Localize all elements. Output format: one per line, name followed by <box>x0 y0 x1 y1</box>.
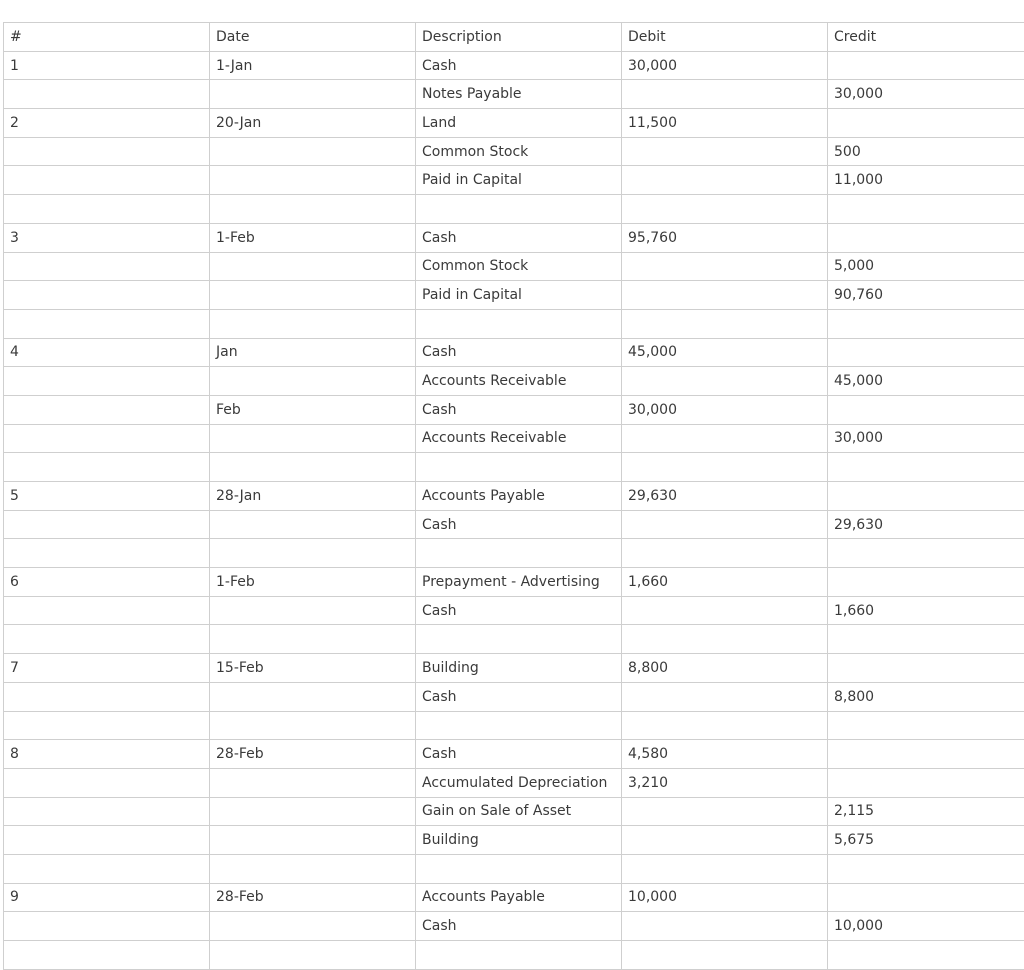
cell-debit[interactable] <box>622 797 828 826</box>
cell-date[interactable] <box>210 281 416 310</box>
cell-number[interactable]: 1 <box>4 51 210 80</box>
cell-credit[interactable]: 90,760 <box>828 281 1024 310</box>
cell-description[interactable]: Prepayment - Advertising <box>416 568 622 597</box>
journal-table <box>3 22 1024 970</box>
cell-date[interactable]: 20-Jan <box>210 109 416 138</box>
cell-credit[interactable]: 8,800 <box>828 682 1024 711</box>
cell-date[interactable] <box>210 539 416 568</box>
table-row <box>4 740 1024 769</box>
cell-debit[interactable] <box>622 281 828 310</box>
cell-description[interactable] <box>416 854 622 883</box>
cell-date[interactable]: 1-Jan <box>210 51 416 80</box>
cell-description[interactable]: Cash <box>416 223 622 252</box>
cell-description[interactable]: Cash <box>416 682 622 711</box>
cell-number[interactable] <box>4 424 210 453</box>
cell-debit[interactable] <box>622 80 828 109</box>
cell-description[interactable]: Building <box>416 654 622 683</box>
cell-credit[interactable]: 30,000 <box>828 424 1024 453</box>
cell-credit[interactable]: 2,115 <box>828 797 1024 826</box>
cell-date[interactable]: 28-Feb <box>210 883 416 912</box>
table-row <box>4 625 1024 654</box>
cell-date[interactable] <box>210 195 416 224</box>
cell-debit[interactable] <box>622 596 828 625</box>
cell-date[interactable]: 1-Feb <box>210 223 416 252</box>
cell-debit[interactable]: 10,000 <box>622 883 828 912</box>
table-row <box>4 912 1024 941</box>
cell-number[interactable]: 9 <box>4 883 210 912</box>
cell-number[interactable] <box>4 711 210 740</box>
cell-number[interactable] <box>4 826 210 855</box>
cell-debit[interactable] <box>622 625 828 654</box>
header-cell-description[interactable]: Description <box>416 23 622 52</box>
cell-date[interactable] <box>210 367 416 396</box>
cell-description[interactable]: Land <box>416 109 622 138</box>
cell-credit[interactable] <box>828 223 1024 252</box>
journal-table-body <box>4 23 1024 970</box>
cell-debit[interactable] <box>622 941 828 970</box>
cell-number[interactable] <box>4 80 210 109</box>
cell-credit[interactable] <box>828 768 1024 797</box>
cell-credit[interactable] <box>828 395 1024 424</box>
cell-credit[interactable] <box>828 338 1024 367</box>
table-row <box>4 711 1024 740</box>
table-row <box>4 768 1024 797</box>
table-row <box>4 883 1024 912</box>
table-row <box>4 654 1024 683</box>
cell-credit[interactable]: 29,630 <box>828 510 1024 539</box>
cell-debit[interactable] <box>622 711 828 740</box>
cell-date[interactable]: 1-Feb <box>210 568 416 597</box>
cell-credit[interactable]: 10,000 <box>828 912 1024 941</box>
cell-credit[interactable]: 5,675 <box>828 826 1024 855</box>
cell-credit[interactable]: 11,000 <box>828 166 1024 195</box>
cell-credit[interactable]: 5,000 <box>828 252 1024 281</box>
cell-description[interactable]: Gain on Sale of Asset <box>416 797 622 826</box>
cell-description[interactable]: Cash <box>416 912 622 941</box>
table-row <box>4 109 1024 138</box>
cell-description[interactable]: Building <box>416 826 622 855</box>
cell-number[interactable] <box>4 395 210 424</box>
cell-debit[interactable]: 11,500 <box>622 109 828 138</box>
cell-number[interactable] <box>4 309 210 338</box>
table-row <box>4 166 1024 195</box>
cell-description[interactable]: Accounts Payable <box>416 482 622 511</box>
cell-description[interactable]: Cash <box>416 510 622 539</box>
cell-debit[interactable] <box>622 367 828 396</box>
cell-description[interactable]: Common Stock <box>416 137 622 166</box>
cell-credit[interactable] <box>828 109 1024 138</box>
header-cell-debit[interactable]: Debit <box>622 23 828 52</box>
cell-description[interactable]: Accumulated Depreciation <box>416 768 622 797</box>
cell-debit[interactable] <box>622 510 828 539</box>
cell-debit[interactable] <box>622 826 828 855</box>
cell-number[interactable]: 2 <box>4 109 210 138</box>
cell-date[interactable] <box>210 912 416 941</box>
cell-date[interactable] <box>210 768 416 797</box>
cell-credit[interactable] <box>828 941 1024 970</box>
cell-date[interactable] <box>210 596 416 625</box>
cell-number[interactable]: 5 <box>4 482 210 511</box>
cell-debit[interactable]: 30,000 <box>622 51 828 80</box>
cell-description[interactable]: Cash <box>416 51 622 80</box>
cell-debit[interactable] <box>622 166 828 195</box>
cell-debit[interactable] <box>622 854 828 883</box>
table-row <box>4 195 1024 224</box>
cell-number[interactable] <box>4 768 210 797</box>
cell-description[interactable] <box>416 941 622 970</box>
cell-debit[interactable]: 95,760 <box>622 223 828 252</box>
cell-credit[interactable]: 500 <box>828 137 1024 166</box>
cell-credit[interactable] <box>828 51 1024 80</box>
cell-debit[interactable] <box>622 137 828 166</box>
table-row <box>4 797 1024 826</box>
table-row <box>4 424 1024 453</box>
table-row <box>4 482 1024 511</box>
cell-credit[interactable] <box>828 625 1024 654</box>
cell-description[interactable]: Accounts Payable <box>416 883 622 912</box>
table-row <box>4 281 1024 310</box>
cell-number[interactable]: 7 <box>4 654 210 683</box>
cell-date[interactable] <box>210 453 416 482</box>
cell-debit[interactable] <box>622 539 828 568</box>
cell-debit[interactable]: 1,660 <box>622 568 828 597</box>
table-row <box>4 682 1024 711</box>
cell-description[interactable]: Paid in Capital <box>416 281 622 310</box>
cell-debit[interactable] <box>622 195 828 224</box>
cell-credit[interactable] <box>828 654 1024 683</box>
cell-date[interactable] <box>210 309 416 338</box>
cell-date[interactable] <box>210 252 416 281</box>
cell-description[interactable]: Common Stock <box>416 252 622 281</box>
cell-debit[interactable] <box>622 453 828 482</box>
cell-debit[interactable]: 45,000 <box>622 338 828 367</box>
cell-description[interactable]: Cash <box>416 740 622 769</box>
cell-credit[interactable] <box>828 854 1024 883</box>
table-row <box>4 826 1024 855</box>
cell-date[interactable] <box>210 711 416 740</box>
cell-number[interactable] <box>4 682 210 711</box>
cell-credit[interactable] <box>828 453 1024 482</box>
table-row <box>4 854 1024 883</box>
cell-credit[interactable]: 30,000 <box>828 80 1024 109</box>
table-row <box>4 309 1024 338</box>
cell-number[interactable]: 4 <box>4 338 210 367</box>
table-row <box>4 137 1024 166</box>
cell-description[interactable]: Accounts Receivable <box>416 424 622 453</box>
header-cell-credit[interactable]: Credit <box>828 23 1024 52</box>
journal-entries-sheet <box>3 22 1024 970</box>
cell-credit[interactable] <box>828 195 1024 224</box>
cell-number[interactable] <box>4 137 210 166</box>
cell-credit[interactable] <box>828 539 1024 568</box>
cell-description[interactable] <box>416 195 622 224</box>
cell-date[interactable]: Feb <box>210 395 416 424</box>
cell-date[interactable]: 28-Feb <box>210 740 416 769</box>
cell-number[interactable] <box>4 625 210 654</box>
cell-number[interactable] <box>4 596 210 625</box>
table-row <box>4 80 1024 109</box>
cell-debit[interactable] <box>622 912 828 941</box>
cell-debit[interactable]: 3,210 <box>622 768 828 797</box>
cell-description[interactable]: Cash <box>416 596 622 625</box>
cell-number[interactable] <box>4 941 210 970</box>
cell-date[interactable] <box>210 797 416 826</box>
cell-number[interactable] <box>4 281 210 310</box>
cell-credit[interactable] <box>828 711 1024 740</box>
cell-credit[interactable] <box>828 740 1024 769</box>
cell-debit[interactable] <box>622 424 828 453</box>
cell-date[interactable] <box>210 424 416 453</box>
cell-description[interactable]: Cash <box>416 338 622 367</box>
cell-number[interactable]: 6 <box>4 568 210 597</box>
cell-date[interactable] <box>210 682 416 711</box>
table-row <box>4 510 1024 539</box>
cell-date[interactable] <box>210 941 416 970</box>
cell-credit[interactable] <box>828 309 1024 338</box>
cell-description[interactable] <box>416 539 622 568</box>
cell-debit[interactable] <box>622 252 828 281</box>
table-row <box>4 367 1024 396</box>
cell-number[interactable] <box>4 912 210 941</box>
cell-number[interactable] <box>4 453 210 482</box>
cell-description[interactable] <box>416 625 622 654</box>
cell-description[interactable]: Cash <box>416 395 622 424</box>
cell-debit[interactable]: 8,800 <box>622 654 828 683</box>
cell-description[interactable] <box>416 711 622 740</box>
table-row <box>4 941 1024 970</box>
cell-date[interactable]: 28-Jan <box>210 482 416 511</box>
cell-credit[interactable]: 45,000 <box>828 367 1024 396</box>
cell-debit[interactable]: 29,630 <box>622 482 828 511</box>
cell-number[interactable] <box>4 252 210 281</box>
cell-credit[interactable] <box>828 568 1024 597</box>
table-row <box>4 539 1024 568</box>
cell-number[interactable] <box>4 195 210 224</box>
header-cell-number[interactable]: # <box>4 23 210 52</box>
header-row <box>4 23 1024 52</box>
cell-number[interactable] <box>4 166 210 195</box>
cell-number[interactable]: 3 <box>4 223 210 252</box>
table-row <box>4 223 1024 252</box>
table-row <box>4 51 1024 80</box>
cell-number[interactable] <box>4 797 210 826</box>
cell-description[interactable]: Notes Payable <box>416 80 622 109</box>
cell-date[interactable] <box>210 166 416 195</box>
cell-date[interactable] <box>210 80 416 109</box>
table-row <box>4 453 1024 482</box>
cell-date[interactable] <box>210 510 416 539</box>
cell-number[interactable] <box>4 510 210 539</box>
cell-date[interactable] <box>210 137 416 166</box>
cell-description[interactable] <box>416 309 622 338</box>
cell-date[interactable]: 15-Feb <box>210 654 416 683</box>
cell-debit[interactable]: 30,000 <box>622 395 828 424</box>
header-cell-date[interactable]: Date <box>210 23 416 52</box>
cell-description[interactable]: Paid in Capital <box>416 166 622 195</box>
cell-number[interactable]: 8 <box>4 740 210 769</box>
cell-number[interactable] <box>4 854 210 883</box>
cell-date[interactable] <box>210 625 416 654</box>
cell-date[interactable]: Jan <box>210 338 416 367</box>
table-row <box>4 568 1024 597</box>
cell-number[interactable] <box>4 367 210 396</box>
cell-date[interactable] <box>210 826 416 855</box>
cell-debit[interactable] <box>622 309 828 338</box>
cell-date[interactable] <box>210 854 416 883</box>
cell-credit[interactable] <box>828 482 1024 511</box>
table-row <box>4 338 1024 367</box>
cell-description[interactable] <box>416 453 622 482</box>
cell-description[interactable]: Accounts Receivable <box>416 367 622 396</box>
table-row <box>4 252 1024 281</box>
cell-debit[interactable] <box>622 682 828 711</box>
table-row <box>4 395 1024 424</box>
cell-credit[interactable]: 1,660 <box>828 596 1024 625</box>
cell-number[interactable] <box>4 539 210 568</box>
cell-debit[interactable]: 4,580 <box>622 740 828 769</box>
table-row <box>4 596 1024 625</box>
cell-credit[interactable] <box>828 883 1024 912</box>
